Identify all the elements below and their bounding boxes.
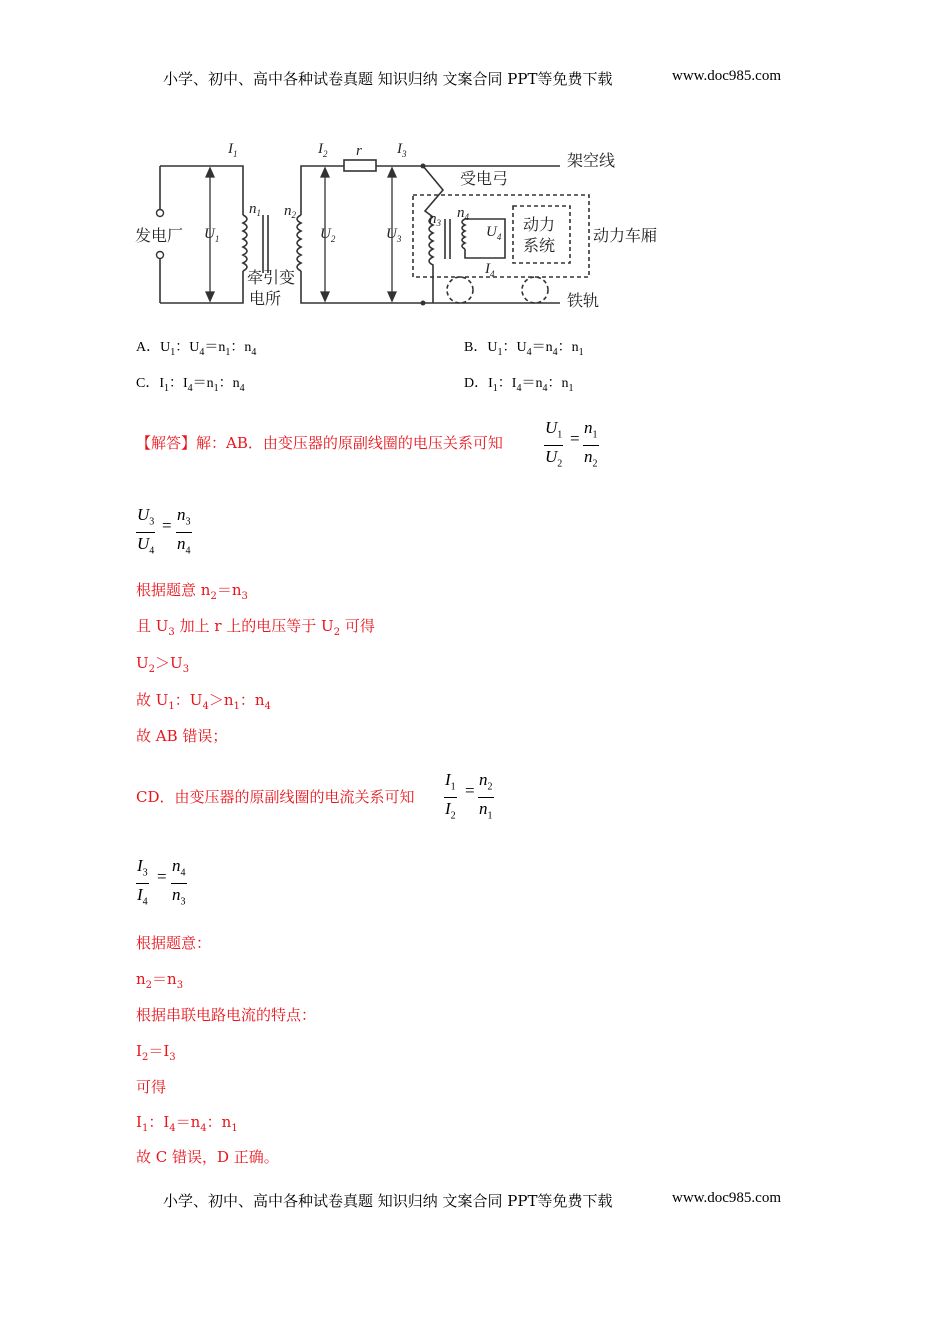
label-power-system-1: 动力	[523, 215, 556, 234]
solution-line-12: 故 C 错误，D 正确。	[136, 1148, 279, 1166]
header-url: www.doc985.com	[672, 68, 782, 84]
footer-url: www.doc985.com	[672, 1190, 782, 1206]
label-I4: $I_4$	[485, 261, 495, 279]
label-n3: $n_3$	[429, 211, 441, 228]
label-n1: $n_1$	[249, 201, 261, 218]
label-I2: $I_2$	[318, 141, 328, 159]
solution-line-8: 根据串联电路电流的特点：	[136, 1006, 317, 1024]
solution-line-9: $I_2=I_3$	[136, 1042, 176, 1063]
label-U4: $U_4$	[486, 224, 502, 242]
solution-intro: 【解答】解：AB．由变压器的原副线圈的电压关系可知	[136, 434, 503, 452]
solution-line-4: 故 $U_1$：$U_4>n_1$：$n_4$	[136, 691, 271, 712]
label-n4: $n_4$	[457, 205, 469, 222]
equals-sign: =	[465, 781, 475, 800]
solution-line-10: 可得	[136, 1078, 167, 1096]
fraction-n4-n3: $\frac{n_4}{n_3}$	[171, 856, 187, 914]
solution-line-7: $n_2=n_3$	[136, 970, 184, 991]
fraction-u3-u4: $\frac{U_3}{U_4}$	[136, 505, 155, 563]
solution-line-11: $I_1$：$I_4=n_4$：$n_1$	[136, 1113, 238, 1134]
solution-line-5: 故 AB 错误；	[136, 727, 228, 745]
label-overhead-line: 架空线	[567, 151, 616, 170]
fraction-i1-i2: $\frac{I_1}{I_2}$	[444, 770, 457, 828]
fraction-u1-u2: $\frac{U_1}{U_2}$	[544, 418, 563, 476]
option-d: D．$I_1$：$I_4=n_4$：$n_1$	[464, 376, 574, 394]
label-n2: $n_2$	[284, 203, 296, 220]
label-car: 动力车厢	[593, 226, 658, 245]
label-power-system-2: 系统	[523, 236, 556, 255]
option-b: B．$U_1$：$U_4=n_4$：$n_1$	[464, 340, 584, 358]
solution-line-6: 根据题意：	[136, 934, 212, 952]
header-text: 小学、初中、高中各种试卷真题 知识归纳 文案合同 PPT等免费下载	[163, 70, 613, 88]
solution-line-3: $U_2>U_3$	[136, 654, 190, 675]
label-pantograph: 受电弓	[460, 169, 509, 188]
solution-line-2: 且 $U_3$ 加上 r 上的电压等于 $U_2$ 可得	[136, 617, 375, 638]
equals-sign: =	[157, 867, 167, 886]
fraction-i3-i4: $\frac{I_3}{I_4}$	[136, 856, 149, 914]
label-I1: $I_1$	[228, 141, 238, 159]
solution-cd-intro: CD．由变压器的原副线圈的电流关系可知	[136, 788, 415, 806]
label-power-plant: 发电厂	[135, 226, 184, 245]
fraction-n1-n2: $\frac{n_1}{n_2}$	[583, 418, 599, 476]
label-r: r	[356, 143, 362, 159]
label-U2: $U_2$	[320, 226, 336, 244]
label-U1: $U_1$	[204, 226, 220, 244]
fraction-n3-n4: $\frac{n_3}{n_4}$	[176, 505, 192, 563]
label-substation-2: 电所	[249, 289, 282, 308]
option-a: A．$U_1$：$U_4=n_1$：$n_4$	[136, 340, 257, 358]
solution-line-1: 根据题意 $n_2=n_3$	[136, 581, 248, 602]
option-c: C．$I_1$：$I_4=n_1$：$n_4$	[136, 376, 245, 394]
label-rail: 铁轨	[567, 291, 600, 310]
footer-text: 小学、初中、高中各种试卷真题 知识归纳 文案合同 PPT等免费下载	[163, 1192, 613, 1210]
label-U3: $U_3$	[386, 226, 402, 244]
circuit-diagram	[130, 133, 690, 318]
equals-sign: =	[162, 516, 172, 535]
label-I3: $I_3$	[397, 141, 407, 159]
fraction-n2-n1: $\frac{n_2}{n_1}$	[478, 770, 494, 828]
equals-sign: =	[570, 429, 580, 448]
label-substation-1: 牵引变	[247, 268, 296, 287]
